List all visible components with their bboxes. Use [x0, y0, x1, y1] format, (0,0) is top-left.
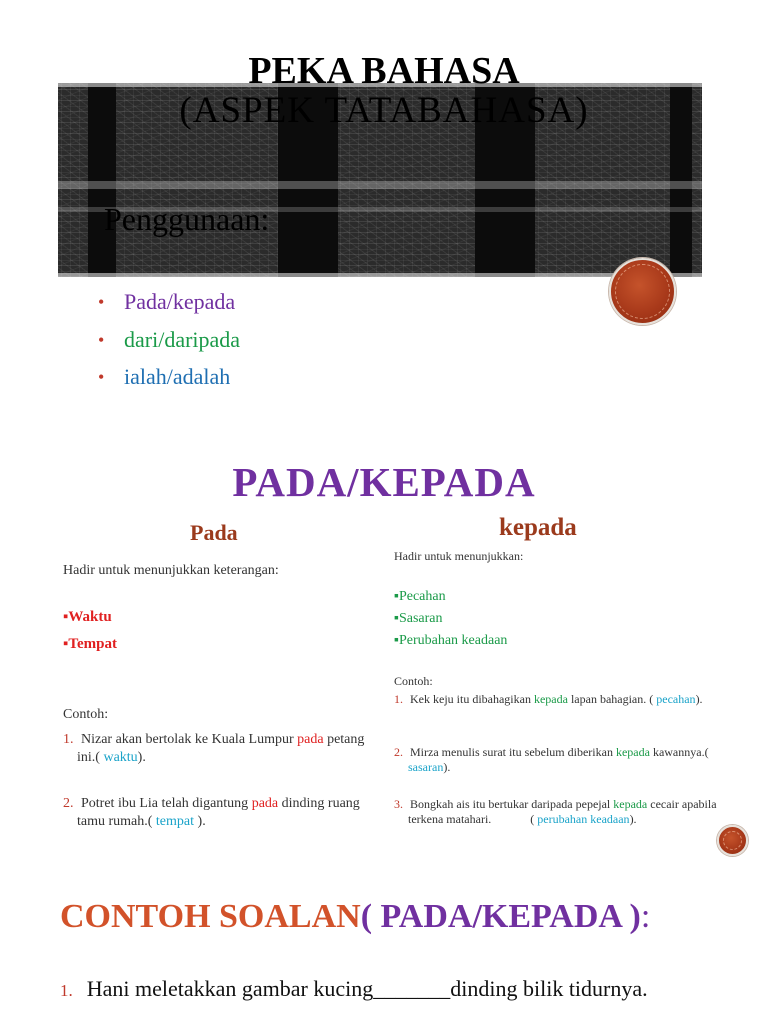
- usage-item-label: Pada/kepada: [124, 289, 236, 314]
- kepada-point: ▪Perubahan keadaan: [394, 633, 508, 648]
- pada-examples: [63, 731, 383, 831]
- slide3-title: [60, 898, 650, 936]
- kepada-examples: [394, 692, 724, 827]
- usage-list: [98, 289, 240, 402]
- usage-item-label: dari/daripada: [124, 326, 241, 352]
- usage-item-label: ialah/adalah: [124, 364, 231, 389]
- usage-item: • dari/daripada: [98, 326, 241, 352]
- kepada-intro: Hadir untuk menunjukkan:: [394, 549, 524, 563]
- question-item: [60, 976, 648, 1002]
- kepada-example: 1. Kek keju itu dibahagikan kepada lapan bahagian. ( pecahan).: [394, 692, 703, 706]
- slide3-title-colon: :: [640, 898, 651, 935]
- question-number: 1.: [60, 981, 73, 1000]
- kepada-example: 3. Bongkah ais itu bertukar daripada pepejal kepada cecair apabila terkena matahari. ( perubahan keadaan).: [394, 797, 720, 826]
- usage-item: • ialah/adalah: [98, 364, 231, 389]
- pada-contoh-label: Contoh:: [63, 707, 109, 722]
- usage-item: • Pada/kepada: [98, 289, 236, 314]
- pada-heading: Pada: [190, 520, 238, 545]
- slide2-title: PADA/KEPADA: [232, 459, 536, 505]
- kepada-example: 2. Mirza menulis surat itu sebelum diberikan kepada kawannya.( sasaran).: [394, 745, 709, 774]
- slide1-subtitle: Penggunaan:: [104, 201, 270, 237]
- pada-point: ▪Waktu: [63, 609, 112, 625]
- kepada-point: ▪Sasaran: [394, 611, 443, 626]
- slide3-title-topic: ( PADA/KEPADA ): [360, 898, 641, 935]
- kepada-heading: kepada: [499, 514, 577, 541]
- pada-point: ▪Tempat: [63, 636, 117, 652]
- pada-intro: Hadir untuk menunjukkan keterangan:: [63, 563, 279, 578]
- kepada-point: ▪Pecahan: [394, 589, 446, 604]
- slide1-title-line1: PEKA BAHASA: [248, 50, 520, 92]
- pada-example: 1. Nizar akan bertolak ke Kuala Lumpur pada petang ini.( waktu).: [63, 732, 365, 765]
- slide3-title-main: CONTOH SOALAN: [60, 898, 361, 935]
- decorative-circle-icon: [717, 825, 748, 856]
- pada-example: 2. Potret ibu Lia telah digantung pada dinding ruang tamu rumah.( tempat ).: [63, 796, 360, 829]
- kepada-contoh-label: Contoh:: [394, 674, 433, 688]
- question-text: Hani meletakkan gambar kucing_______dinding bilik tidurnya.: [86, 976, 648, 1001]
- decorative-circle-icon: [609, 258, 676, 325]
- slide1-title-line2: (ASPEK TATABAHASA): [179, 90, 589, 131]
